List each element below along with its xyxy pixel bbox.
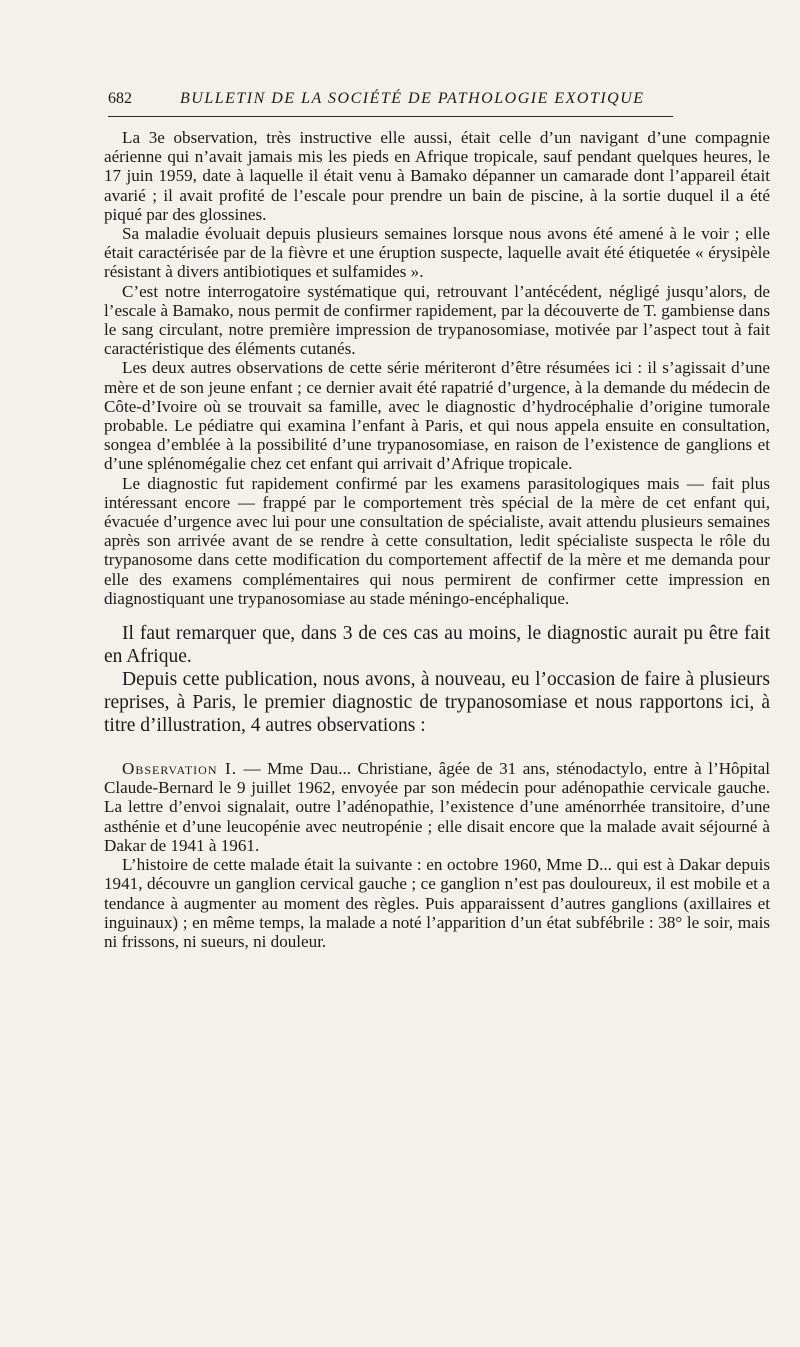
page-header <box>108 86 673 117</box>
observation-text: — Mme Dau... Christiane, âgée de 31 ans, sténodactylo, entre à l’Hôpital Claude-Bernard le 9 juillet 1962, envoyée par son médecin pour adénopathie cervicale gauche. La lettre d’envoi signalait, outre l’adénopathie, l’existence d’une aménorrhée transitoire, d’une asthénie et d’une leucopénie avec neutropénie ; elle disait encore que la malade avait séjourné à Dakar de 1941 à 1961. <box>104 759 770 855</box>
section-remarks <box>104 622 770 737</box>
paragraph-large: Il faut remarquer que, dans 3 de ces cas au moins, le diagnostic aurait pu être fait en Afrique. <box>104 623 770 668</box>
paragraph: Le diagnostic fut rapidement confirmé par les examens parasitologiques mais — fait plus intéressant encore — frappé par le comportement très spécial de la mère de cet enfant qui, évacuée d’urgence avec lui pour une consultation de spécialiste, avait attendu plusieurs semaines après son arrivée avant de se rendre à cette consultation, ledit spécialiste suspecta le rôle du trypanosome dans cette modification du comportement affectif de la mère et me demanda pour elle des examens complémentaires qui nous permirent de confirmer cette impression en diagnostiquant une trypanosomiase au stade méningo-encéphalique. <box>104 473 770 608</box>
paragraph: L’histoire de cette malade était la suivante : en octobre 1960, Mme D... qui est à Dakar depuis 1941, découvre un ganglion cervical gauche ; ce ganglion n’est pas douloureux, il est mobile et a tendance à augmenter au moment des règles. Puis apparaissent d’autres ganglions (axillaires et inguinaux) ; en même temps, la malade a noté l’apparition d’un état subfébrile : 38° le soir, mais ni frissons, ni sueurs, ni douleur. <box>104 855 770 951</box>
journal-title: BULLETIN DE LA SOCIÉTÉ DE PATHOLOGIE EXOTIQUE <box>180 90 645 107</box>
section-observation-1 <box>104 759 770 951</box>
paragraph: Sa maladie évoluait depuis plusieurs semaines lorsque nous avons été amené à le voir ; elle était caractérisée par de la fièvre et une éruption suspecte, laquelle avait été étiquetée « érysipèle résistant à divers antibiotiques et sulfamides ». <box>104 224 770 282</box>
page-number: 682 <box>108 90 132 107</box>
observation-paragraph <box>104 759 770 855</box>
paragraph-large: Depuis cette publication, nous avons, à nouveau, eu l’occasion de faire à plusieurs reprises, à Paris, le premier diagnostic de trypanosomiase et nous rapportons ici, à titre d’illustration, 4 autres observations : <box>104 669 770 737</box>
article-body <box>104 128 770 951</box>
observation-heading: Observation I. <box>122 759 237 779</box>
paragraph: La 3e observation, très instructive elle aussi, était celle d’un navigant d’une compagnie aérienne qui n’avait jamais mis les pieds en Afrique tropicale, sauf pendant quelques heures, le 17 juin 1959, date à laquelle il était venu à Bamako dépanner un camarade dont l’appareil était avarié ; il avait profité de l’escale pour prendre un bain de piscine, à la sortie duquel il a été piqué par des glossines. <box>104 128 770 224</box>
paragraph: Les deux autres observations de cette série mériteront d’être résumées ici : il s’agissait d’une mère et de son jeune enfant ; ce dernier avait été rapatrié d’urgence, à la demande du médecin de Côte-d’Ivoire où se trouvait sa famille, avec le diagnostic d’hydrocéphalie d’origine tumorale probable. Le pédiatre qui examina l’enfant à Paris, et qui nous appela ensuite en consultation, songea d’emblée à la possibilité d’une trypanosomiase, en raison de l’existence de ganglions et d’une splénomégalie chez cet enfant qui arrivait d’Afrique tropicale. <box>104 358 770 474</box>
paragraph: C’est notre interrogatoire systématique qui, retrouvant l’antécédent, négligé jusqu’alors, de l’escale à Bamako, nous permit de confirmer rapidement, par la découverte de T. gambiense dans le sang circulant, notre première impression de trypanosomiase, motivée par l’aspect tout à fait caractéristique des éléments cutanés. <box>104 281 770 359</box>
section-previous-cases <box>104 128 770 608</box>
